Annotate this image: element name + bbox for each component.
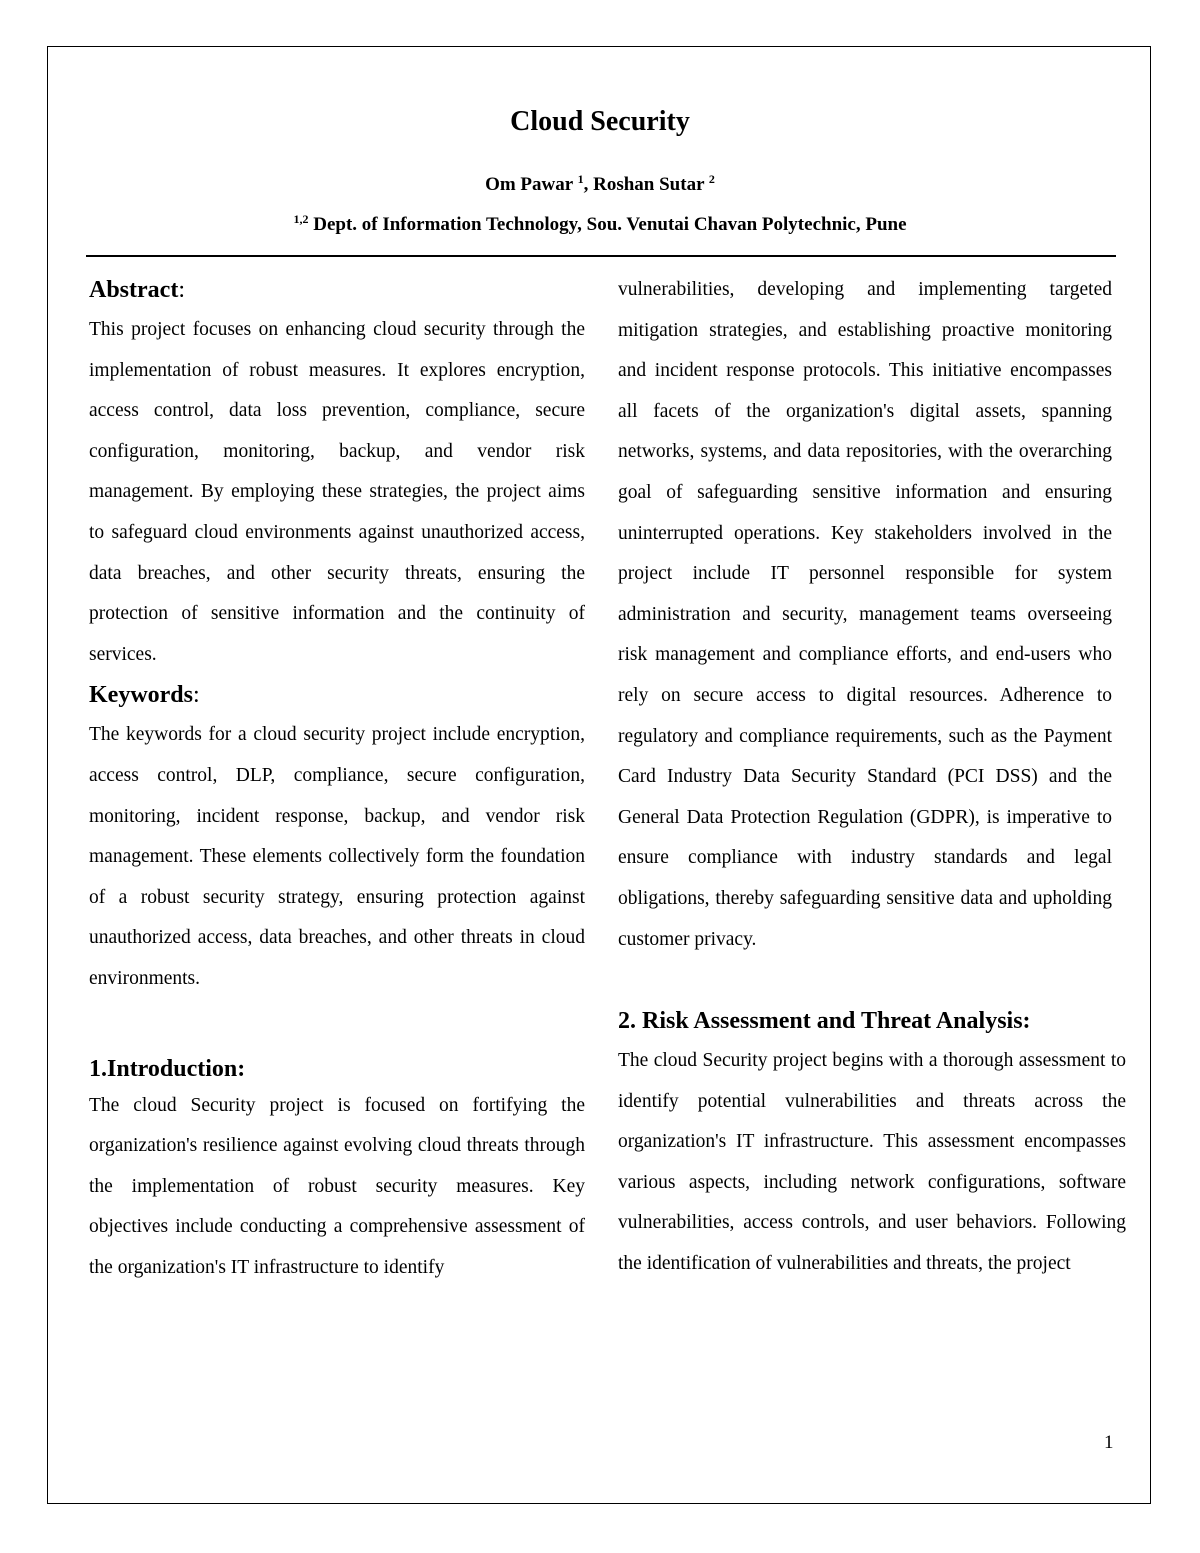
risk-assessment-heading: 2. Risk Assessment and Threat Analysis: — [618, 1008, 1031, 1035]
affiliation-line — [0, 214, 1200, 236]
author-name: Roshan Sutar — [593, 174, 705, 195]
keywords-text: The keywords for a cloud security project include encryption, access control, DLP, compliance, secure configuration, monitoring, incident response, backup, and vendor risk management. These elements collectively form the foundation of a robust security strategy, ensuring protection against unauthorized access, data breaches, and other threats in cloud environments. — [89, 724, 585, 989]
affiliation-mark: 1,2 — [293, 212, 309, 226]
introduction-text-part1: The cloud Security project is focused on fortifying the organization's resilience against evolving cloud threats through the implementation of robust security measures. Key objectives include conducting a comprehensive assessment of the organization's IT infrastructure to identify — [89, 1094, 585, 1278]
left-column — [89, 270, 585, 1288]
header-rule — [86, 255, 1116, 257]
spacer — [618, 960, 1112, 1001]
affiliation-text: Dept. of Information Technology, Sou. Venutai Chavan Polytechnic, Pune — [313, 214, 907, 235]
author-separator: , — [583, 174, 589, 195]
paper-title: Cloud Security — [510, 106, 690, 137]
spacer — [89, 1000, 585, 1052]
introduction-heading: 1.Introduction: — [89, 1055, 246, 1082]
page-number: 1 — [1104, 1432, 1114, 1453]
author-line — [0, 174, 1200, 196]
author-name: Om Pawar — [485, 174, 573, 195]
risk-assessment-text: The cloud Security project begins with a thorough assessment to identify potential vulnerabilities and threats across the organization's IT infrastructure. This assessment encompasses various aspects, including network configurations, software vulnerabilities, access controls, and user behaviors. Following the identification of vulnerabilities and threats, the project — [618, 1050, 1126, 1275]
introduction-text-part2: vulnerabilities, developing and implementing targeted mitigation strategies, and establishing proactive monitoring and incident response protocols. This initiative encompasses all facets of the organization's digital assets, spanning networks, systems, and data repositories, with the overarching goal of safeguarding sensitive information and ensuring uninterrupted operations. Key stakeholders involved in the project include IT personnel responsible for system administration and security, management teams overseeing risk management and compliance efforts, and end-users who rely on secure access to digital resources. Adherence to regulatory and compliance requirements, such as the Payment Card Industry Data Security Standard (PCI DSS) and the General Data Protection Regulation (GDPR), is imperative to ensure compliance with industry standards and legal obligations, thereby safeguarding sensitive data and upholding customer privacy. — [618, 279, 1112, 950]
author-affiliation-mark: 1 — [577, 172, 584, 186]
author-affiliation-mark: 2 — [708, 172, 715, 186]
keywords-heading: Keywords: — [89, 682, 200, 709]
abstract-heading: Abstract: — [89, 277, 185, 303]
right-column — [618, 270, 1126, 1285]
abstract-text: This project focuses on enhancing cloud security through the implementation of robust measures. It explores encryption, access control, data loss prevention, compliance, secure configuration, monitoring, backup, and vendor risk management. By employing these strategies, the project aims to safeguard cloud environments against unauthorized access, data breaches, and other security threats, ensuring the protection of sensitive information and the continuity of services. — [89, 319, 585, 665]
